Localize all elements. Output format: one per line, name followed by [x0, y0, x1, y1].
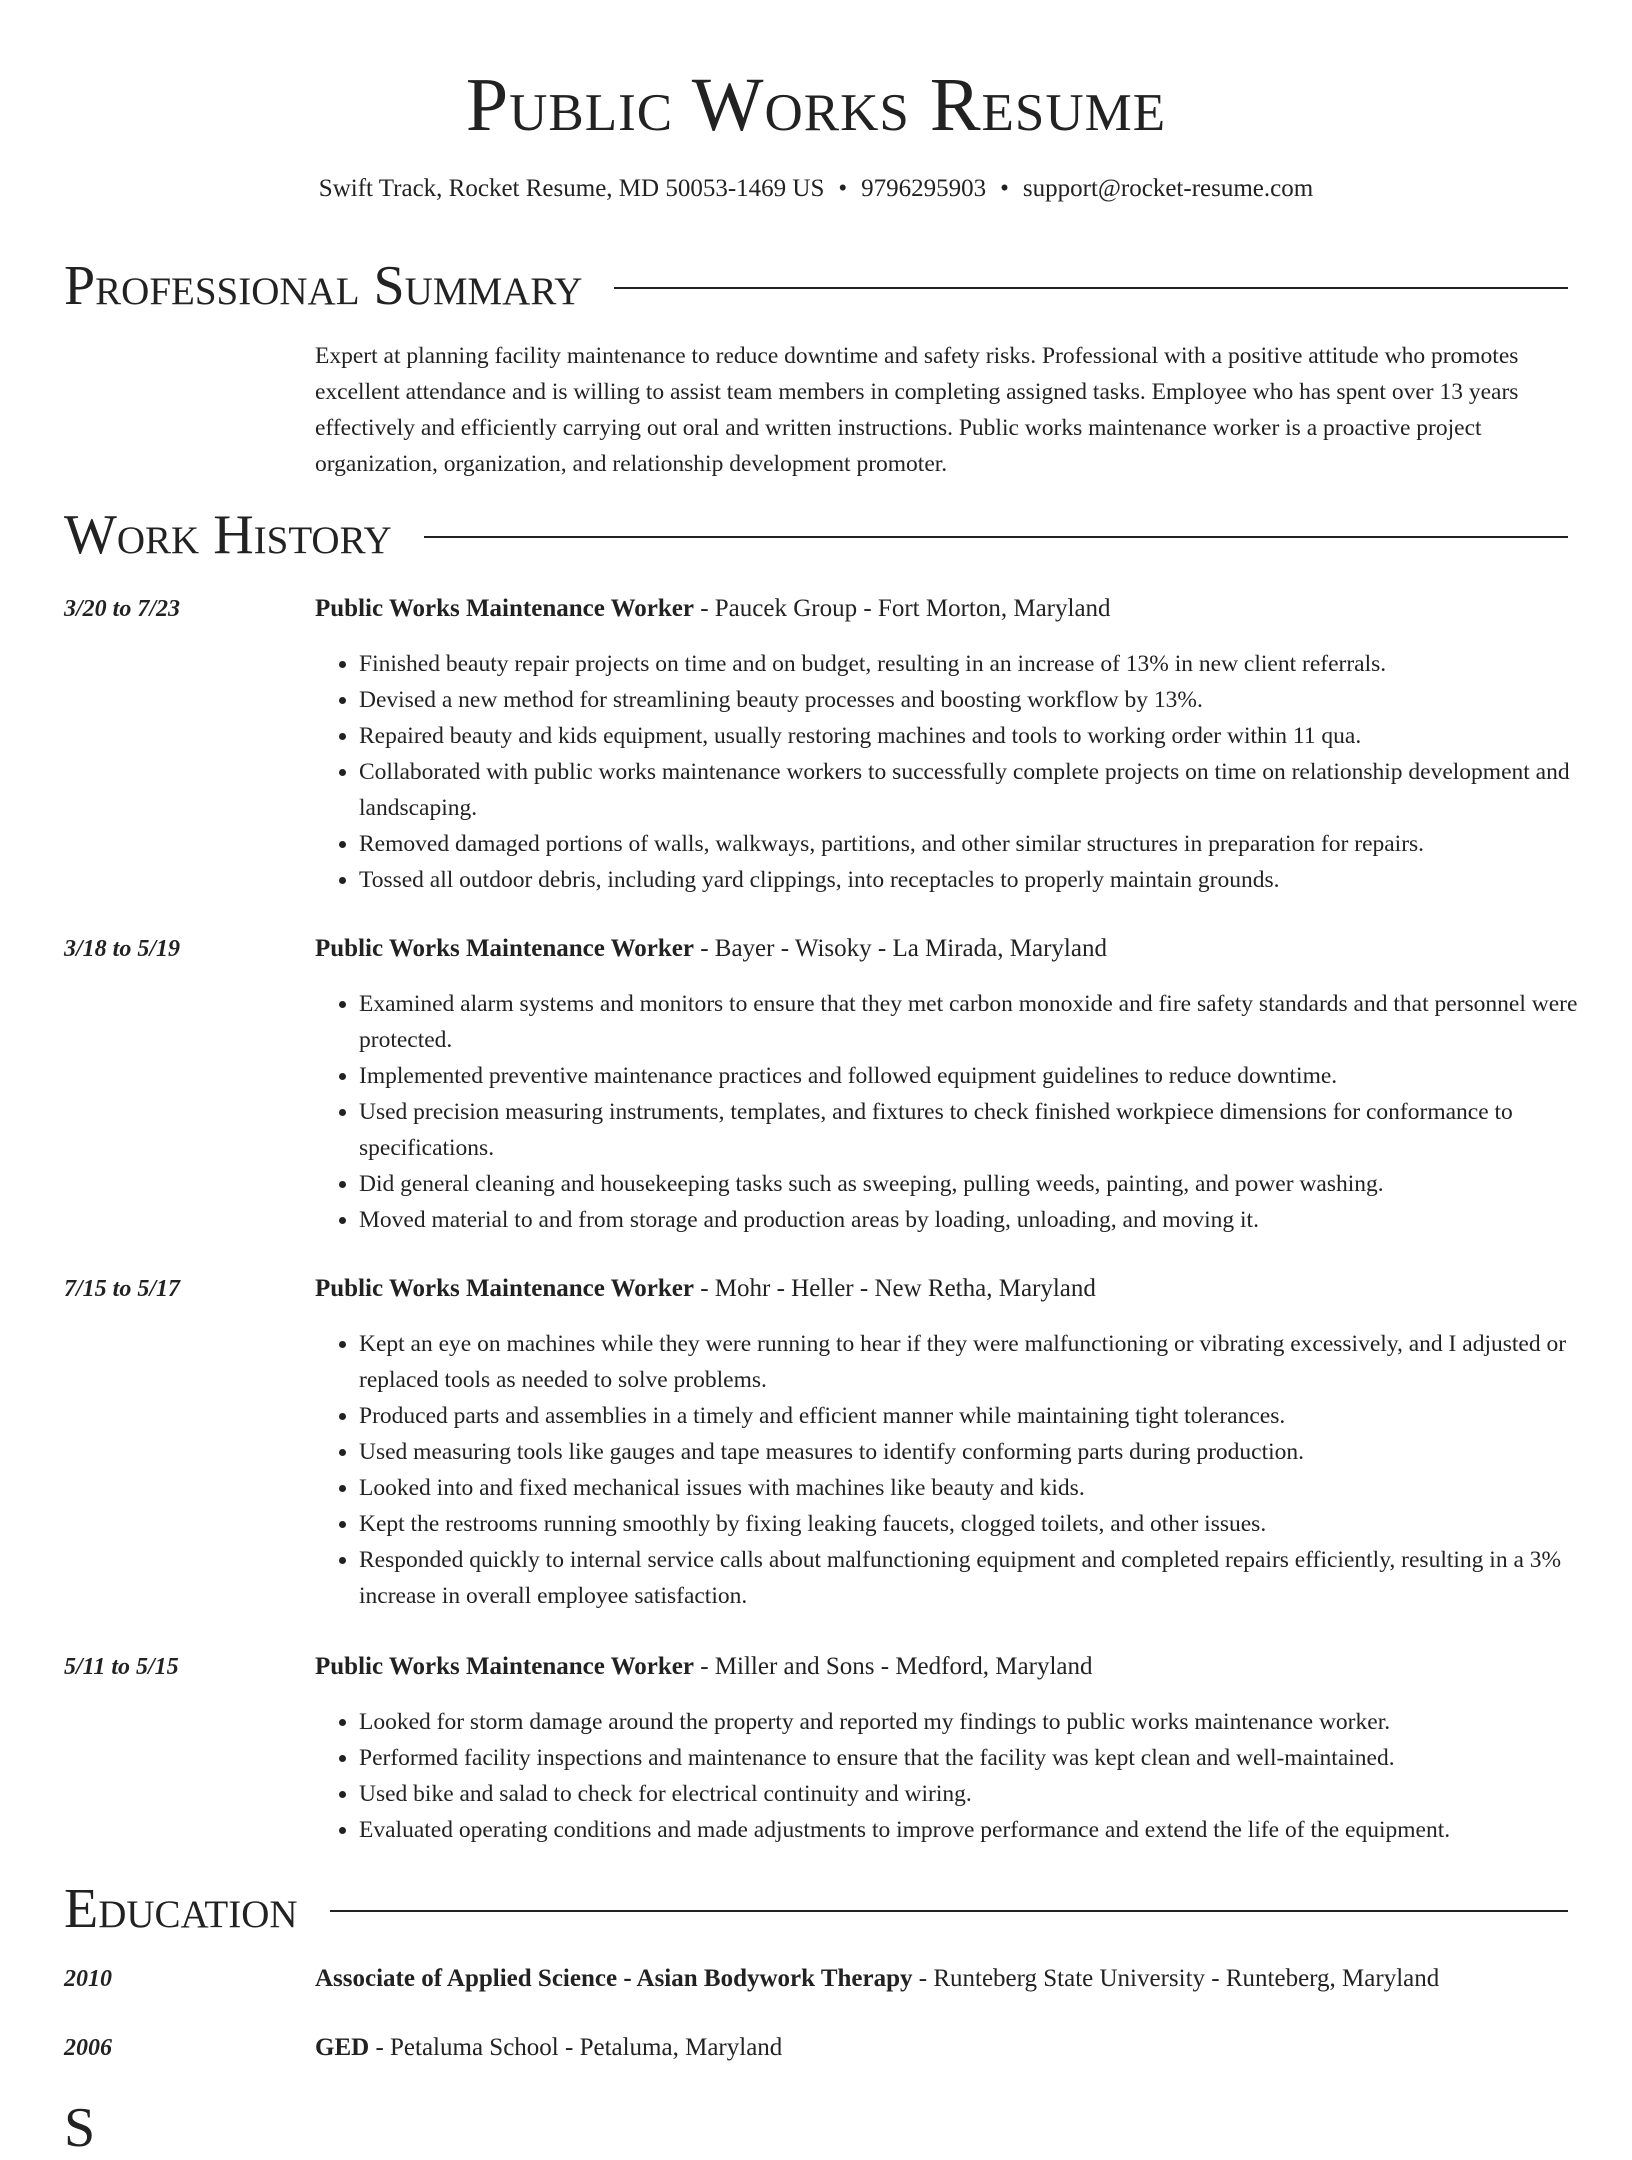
job-dates: 5/11 to 5/15: [64, 1654, 179, 1680]
section-divider: [424, 536, 1568, 538]
job-header: [315, 1650, 1093, 1684]
page-title: Public Works Resume: [465, 63, 1167, 147]
job-header: [315, 932, 1107, 966]
job-header: [315, 1272, 1096, 1306]
job-dates: 7/15 to 5/17: [64, 1276, 181, 1302]
bullet-item: • Removed damaged portions of walls, walkways, partitions, and other similar structures in preparation for repairs.: [359, 826, 1612, 862]
summary-text: Expert at planning facility maintenance to reduce downtime and safety risks. Professional with a positive attitude who promotes excellent attendance and is willing to assist team members in completing assigned tasks. Employee who has spent over 13 years effectively and efficiently carrying out oral and written instructions. Public works maintenance worker is a proactive project organization, organization, and relationship development promoter.: [315, 343, 1519, 477]
job-bullets: [315, 646, 1612, 898]
bullet-item: • Looked into and fixed mechanical issues with machines like beauty and kids.: [359, 1470, 1612, 1506]
bullet-item: • Implemented preventive maintenance practices and followed equipment guidelines to reduce downtime.: [359, 1058, 1612, 1094]
section-divider: [330, 1910, 1568, 1912]
bullet-item: • Repaired beauty and kids equipment, usually restoring machines and tools to working order within 11 qua.: [359, 718, 1612, 754]
job-header: [315, 592, 1111, 626]
bullet-item: • Did general cleaning and housekeeping tasks such as sweeping, pulling weeds, painting, and power washing.: [359, 1166, 1612, 1202]
bullet-item: • Produced parts and assemblies in a timely and efficient manner while maintaining tight tolerances.: [359, 1398, 1612, 1434]
section-divider: [614, 287, 1568, 289]
bullet-item: • Used measuring tools like gauges and tape measures to identify conforming parts during production.: [359, 1434, 1612, 1470]
job-bullets: [315, 1326, 1612, 1614]
section-title-education: Education: [64, 1878, 298, 1940]
bullet-item: • Used bike and salad to check for electrical continuity and wiring.: [359, 1776, 1612, 1812]
job-title: Public Works Maintenance Worker: [315, 935, 694, 962]
bullet-item: • Collaborated with public works maintenance workers to successfully complete projects on time on relationship development and landscaping.: [359, 754, 1612, 826]
job-bullets: [315, 1704, 1612, 1848]
contact-phone: 9796295903: [861, 175, 987, 202]
bullet-item: • Kept the restrooms running smoothly by fixing leaking faucets, clogged toilets, and other issues.: [359, 1506, 1612, 1542]
contact-separator: •: [1000, 175, 1009, 202]
education-header: [315, 2031, 782, 2065]
job-dates: 3/18 to 5/19: [64, 936, 181, 962]
job-details: - Bayer - Wisoky - La Mirada, Maryland: [693, 935, 1107, 962]
job-details: - Paucek Group - Fort Morton, Maryland: [693, 595, 1111, 622]
bullet-item: • Kept an eye on machines while they were running to hear if they were malfunctioning or vibrating excessively, and I adjusted or replaced tools as needed to solve problems.: [359, 1326, 1612, 1398]
job-title: Public Works Maintenance Worker: [315, 1275, 694, 1302]
bullet-item: • Used precision measuring instruments, templates, and fixtures to check finished workpiece dimensions for conformance to specifications.: [359, 1094, 1612, 1166]
bullet-item: • Moved material to and from storage and production areas by loading, unloading, and moving it.: [359, 1202, 1612, 1238]
job-title: Public Works Maintenance Worker: [315, 1653, 694, 1680]
bullet-item: • Responded quickly to internal service calls about malfunctioning equipment and completed repairs efficiently, resulting in a 3% increase in overall employee satisfaction.: [359, 1542, 1612, 1614]
bullet-item: • Looked for storm damage around the property and reported my findings to public works maintenance worker.: [359, 1704, 1612, 1740]
section-header-summary: [64, 254, 1568, 318]
contact-line: [0, 172, 1632, 206]
education-year: 2006: [64, 2035, 112, 2061]
bullet-item: • Performed facility inspections and maintenance to ensure that the facility was kept clean and well-maintained.: [359, 1740, 1612, 1776]
job-dates: 3/20 to 7/23: [64, 596, 181, 622]
next-section-heading-clipped: [64, 2096, 124, 2159]
section-title-summary: Professional Summary: [64, 255, 583, 317]
education-header: [315, 1962, 1439, 1996]
education-details: - Petaluma School - Petaluma, Maryland: [369, 2034, 783, 2061]
education-degree: Associate of Applied Science - Asian Bodywork Therapy: [315, 1965, 913, 1992]
contact-email: support@rocket-resume.com: [1022, 175, 1314, 202]
next-section-initial: S: [64, 2097, 96, 2159]
bullet-item: • Evaluated operating conditions and made adjustments to improve performance and extend the life of the equipment.: [359, 1812, 1612, 1848]
job-title: Public Works Maintenance Worker: [315, 595, 694, 622]
section-title-work-history: Work History: [64, 504, 392, 566]
contact-address: Swift Track, Rocket Resume, MD 50053-1469 US: [318, 175, 825, 202]
job-details: - Mohr - Heller - New Retha, Maryland: [693, 1275, 1096, 1302]
bullet-item: • Tossed all outdoor debris, including yard clippings, into receptacles to properly maintain grounds.: [359, 862, 1612, 898]
job-details: - Miller and Sons - Medford, Maryland: [693, 1653, 1093, 1680]
section-header-work-history: [64, 503, 1568, 567]
bullet-item: • Examined alarm systems and monitors to ensure that they met carbon monoxide and fire safety standards and that personnel were protected.: [359, 986, 1612, 1058]
job-bullets: [315, 986, 1612, 1238]
education-year: 2010: [64, 1966, 112, 1992]
contact-separator: •: [838, 175, 848, 202]
education-degree: GED: [315, 2034, 370, 2061]
bullet-item: • Finished beauty repair projects on time and on budget, resulting in an increase of 13% in new client referrals.: [359, 646, 1612, 682]
education-details: - Runteberg State University - Runteberg, Maryland: [912, 1965, 1440, 1992]
section-header-education: [64, 1877, 1568, 1941]
bullet-item: • Devised a new method for streamlining beauty processes and boosting workflow by 13%.: [359, 682, 1612, 718]
